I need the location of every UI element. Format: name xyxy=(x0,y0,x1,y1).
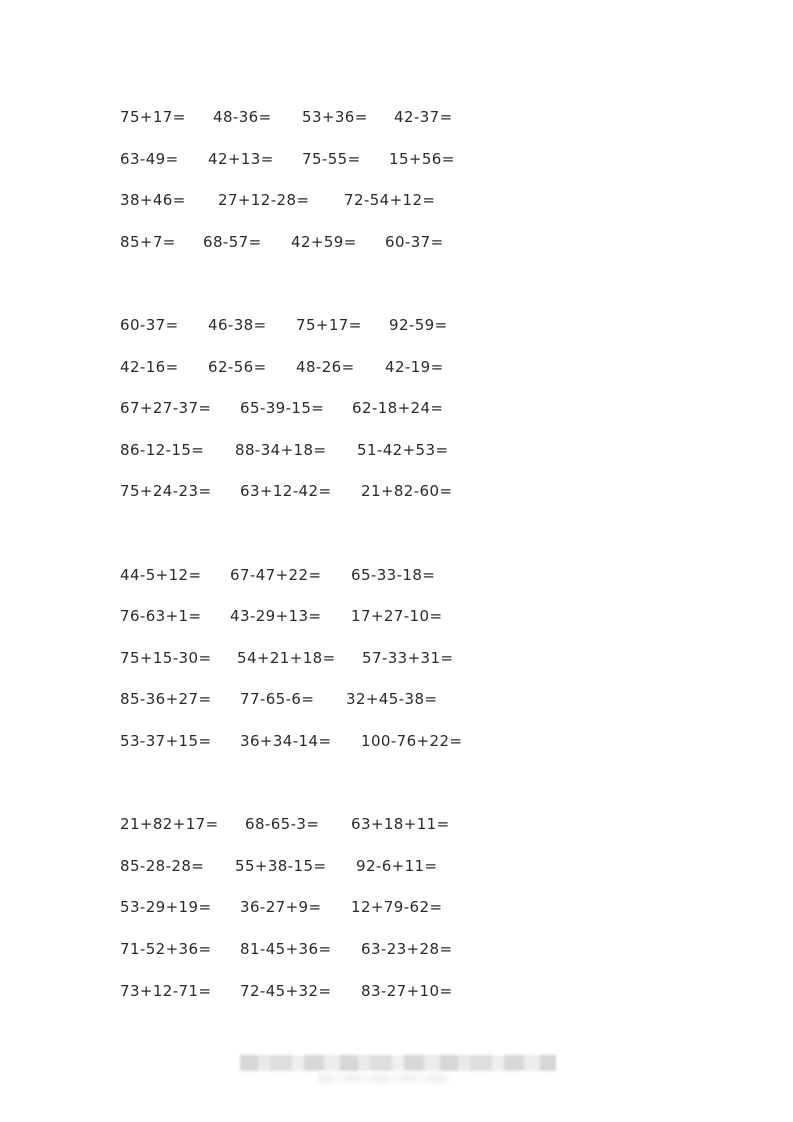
math-problem: 76-63+1= xyxy=(120,607,202,625)
math-problem: 48-36= xyxy=(213,108,272,126)
math-problem: 53+36= xyxy=(302,108,368,126)
math-problem: 65-39-15= xyxy=(240,399,325,417)
problem-row xyxy=(0,854,793,878)
math-problem: 63-23+28= xyxy=(361,940,453,958)
math-problem: 67+27-37= xyxy=(120,399,212,417)
math-problem: 85-28-28= xyxy=(120,857,205,875)
problem-row xyxy=(0,230,793,254)
math-problem: 44-5+12= xyxy=(120,566,202,584)
problem-row xyxy=(0,188,793,212)
math-problem: 42-16= xyxy=(120,358,179,376)
problem-row xyxy=(0,479,793,503)
math-problem: 63+18+11= xyxy=(351,815,450,833)
math-problem: 17+27-10= xyxy=(351,607,443,625)
math-problem: 57-33+31= xyxy=(362,649,454,667)
problem-row xyxy=(0,147,793,171)
problem-row xyxy=(0,563,793,587)
math-problem: 42-37= xyxy=(394,108,453,126)
math-problem: 68-65-3= xyxy=(245,815,320,833)
problem-row xyxy=(0,105,793,129)
math-problem: 68-57= xyxy=(203,233,262,251)
math-problem: 60-37= xyxy=(120,316,179,334)
blurred-footer-watermark xyxy=(240,1055,556,1071)
math-problem: 73+12-71= xyxy=(120,982,212,1000)
math-problem: 15+56= xyxy=(389,150,455,168)
math-problem: 63+12-42= xyxy=(240,482,332,500)
math-problem: 62-18+24= xyxy=(352,399,444,417)
math-problem: 42+59= xyxy=(291,233,357,251)
math-problem: 60-37= xyxy=(385,233,444,251)
math-problem: 21+82+17= xyxy=(120,815,219,833)
math-problem: 75+17= xyxy=(296,316,362,334)
math-problem: 72-45+32= xyxy=(240,982,332,1000)
problem-row xyxy=(0,937,793,961)
math-problem: 65-33-18= xyxy=(351,566,436,584)
math-problem: 27+12-28= xyxy=(218,191,310,209)
math-problem: 92-59= xyxy=(389,316,448,334)
math-problem: 63-49= xyxy=(120,150,179,168)
problem-row xyxy=(0,895,793,919)
math-problem: 36-27+9= xyxy=(240,898,322,916)
math-problem: 77-65-6= xyxy=(240,690,315,708)
problem-row xyxy=(0,438,793,462)
math-problem: 85-36+27= xyxy=(120,690,212,708)
math-problem: 85+7= xyxy=(120,233,176,251)
problem-row xyxy=(0,812,793,836)
problem-row xyxy=(0,604,793,628)
math-problem: 48-26= xyxy=(296,358,355,376)
problem-row xyxy=(0,979,793,1003)
math-problem: 42+13= xyxy=(208,150,274,168)
math-problem: 75+24-23= xyxy=(120,482,212,500)
problem-row xyxy=(0,396,793,420)
math-problem: 81-45+36= xyxy=(240,940,332,958)
math-problem: 38+46= xyxy=(120,191,186,209)
math-problem: 86-12-15= xyxy=(120,441,205,459)
math-problem: 72-54+12= xyxy=(344,191,436,209)
math-problem: 12+79-62= xyxy=(351,898,443,916)
math-problem: 83-27+10= xyxy=(361,982,453,1000)
math-problem: 36+34-14= xyxy=(240,732,332,750)
math-problem: 42-19= xyxy=(385,358,444,376)
math-problem: 46-38= xyxy=(208,316,267,334)
problem-row xyxy=(0,646,793,670)
problem-row xyxy=(0,355,793,379)
math-problem: 88-34+18= xyxy=(235,441,327,459)
math-problem: 100-76+22= xyxy=(361,732,463,750)
math-problem: 43-29+13= xyxy=(230,607,322,625)
math-problem: 71-52+36= xyxy=(120,940,212,958)
math-problem: 75+15-30= xyxy=(120,649,212,667)
math-problem: 75-55= xyxy=(302,150,361,168)
math-problem: 92-6+11= xyxy=(356,857,438,875)
problem-row xyxy=(0,687,793,711)
math-problem: 67-47+22= xyxy=(230,566,322,584)
math-problem: 32+45-38= xyxy=(346,690,438,708)
math-problem: 21+82-60= xyxy=(361,482,453,500)
problem-row xyxy=(0,313,793,337)
math-problem: 75+17= xyxy=(120,108,186,126)
math-problem: 55+38-15= xyxy=(235,857,327,875)
math-problem: 51-42+53= xyxy=(357,441,449,459)
problem-row xyxy=(0,729,793,753)
math-problem: 54+21+18= xyxy=(237,649,336,667)
blurred-footer-watermark-faint xyxy=(318,1073,450,1083)
math-problem: 62-56= xyxy=(208,358,267,376)
math-problem: 53-29+19= xyxy=(120,898,212,916)
math-problem: 53-37+15= xyxy=(120,732,212,750)
